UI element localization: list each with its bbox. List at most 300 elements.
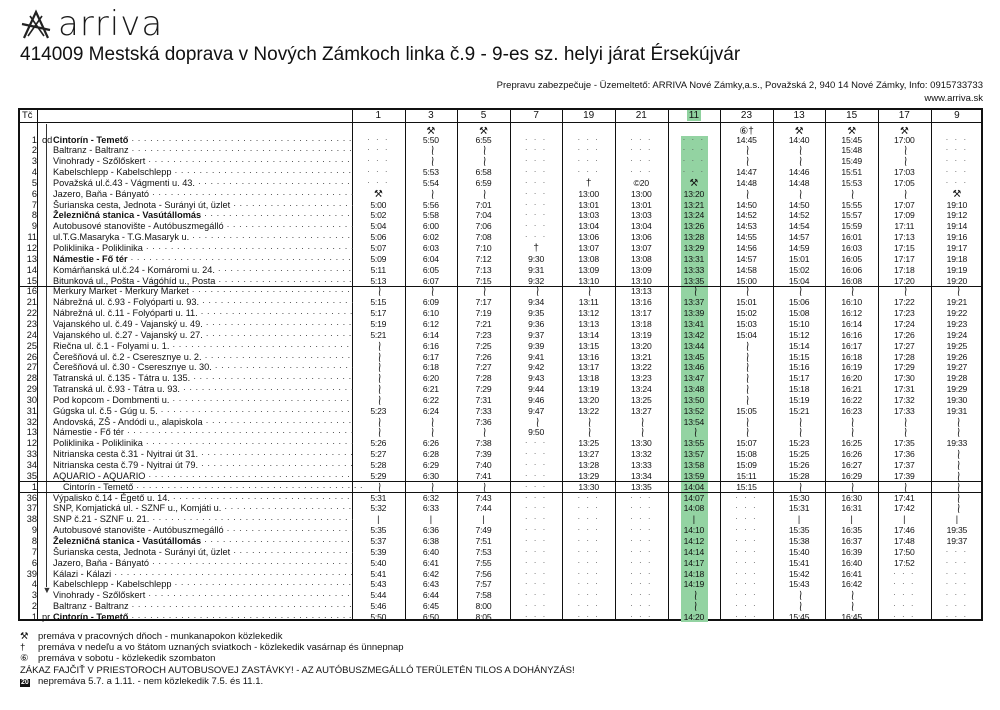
passes-without-stop-icon: ⁓ xyxy=(952,471,964,482)
not-served: · · · xyxy=(893,568,916,578)
stop-number: 38 xyxy=(26,514,37,525)
departure-time: 5:32 xyxy=(370,503,387,514)
departure-time: 13:22 xyxy=(631,362,652,373)
departure-time: 9:34 xyxy=(528,297,545,308)
departure-time: 15:15 xyxy=(788,351,810,362)
departure-time: 13:13 xyxy=(631,286,652,297)
departure-time: 15:40 xyxy=(788,546,810,557)
departure-time: 6:40 xyxy=(422,546,439,557)
not-served: · · · xyxy=(524,199,548,209)
stop-number: 12 xyxy=(26,243,37,253)
departure-time: 13:24 xyxy=(631,384,652,395)
departure-time: 13:17 xyxy=(578,362,599,373)
departure-time: 17:37 xyxy=(894,460,915,470)
direction-arrow-icon: ▼ xyxy=(42,585,52,595)
departure-time: 6:29 xyxy=(422,460,439,470)
passes-without-stop-icon: ⁓ xyxy=(899,286,911,297)
departure-time: 6:04 xyxy=(422,253,439,264)
departure-time: 13:06 xyxy=(578,232,599,243)
not-served: · · · xyxy=(577,611,600,621)
departure-time: 15:08 xyxy=(736,449,757,460)
departure-time: 13:55 xyxy=(683,438,705,449)
departure-time: 17:13 xyxy=(894,232,915,243)
passes-without-stop-icon: ⁓ xyxy=(794,286,806,297)
departure-time: 17:24 xyxy=(894,318,915,329)
stop-name: Tatranská ul. č.93 - Tátra u. 93. · · · xyxy=(53,384,353,395)
stop-number: 31 xyxy=(26,405,37,416)
departure-time: 13:09 xyxy=(631,264,652,275)
trip-number: 5 xyxy=(480,110,487,121)
stop-number: 1 xyxy=(31,481,37,492)
departure-time: 6:32 xyxy=(422,492,439,503)
departure-time: 17:30 xyxy=(894,373,915,384)
passes-without-stop-icon: ⁓ xyxy=(426,156,438,167)
departure-time: 7:17 xyxy=(475,297,492,308)
legend-item xyxy=(20,653,575,664)
departure-time: 7:58 xyxy=(475,590,492,601)
passes-without-stop-icon: ⁓ xyxy=(741,189,753,200)
stop-number: 28 xyxy=(26,373,37,384)
departure-time: 16:19 xyxy=(841,362,862,373)
departure-time: 13:33 xyxy=(683,264,705,275)
departure-time: 6:50 xyxy=(422,611,439,622)
departure-time: 17:52 xyxy=(894,557,915,568)
departure-time: 15:45 xyxy=(841,134,862,145)
departure-time: 17:09 xyxy=(894,210,915,221)
table-row xyxy=(20,395,981,406)
stop-number: 6 xyxy=(31,188,37,199)
hammer-icon: ⚒ xyxy=(20,631,29,642)
not-served: · · · xyxy=(630,601,653,611)
departure-time: 6:36 xyxy=(422,525,439,536)
table-row xyxy=(20,135,981,146)
legend-item xyxy=(20,642,575,653)
departure-time: 6:17 xyxy=(422,351,439,362)
stop-name: Kabelschlepp - Kabelschlepp · · · xyxy=(53,579,353,590)
departure-time: 15:48 xyxy=(841,145,862,156)
logo-text: arriva xyxy=(58,4,164,44)
cross-icon: † xyxy=(585,177,592,189)
departure-time: 13:03 xyxy=(578,210,599,221)
not-served: · · · xyxy=(524,188,548,198)
not-served: · · · xyxy=(524,449,548,459)
departure-time: 15:01 xyxy=(736,297,757,308)
departure-time: 6:18 xyxy=(422,362,439,373)
departure-time: 13:47 xyxy=(683,373,705,384)
stop-name: Baltranz - Baltranz · · · xyxy=(53,145,353,156)
departure-time: 17:35 xyxy=(894,438,915,449)
departure-time: 6:24 xyxy=(422,405,439,416)
departure-time: 19:18 xyxy=(946,253,968,264)
stop-number: 15 xyxy=(26,275,37,286)
departure-time: 19:10 xyxy=(946,199,968,210)
legend-text: premáva v pracovných dňoch - munkanapokon közlekedik xyxy=(38,631,283,642)
table-row xyxy=(20,493,981,504)
trip-number-header xyxy=(457,110,510,122)
not-served: · · · xyxy=(524,134,548,144)
stop-name: Andovská, ZŠ - Andódi u., alapiskola · · · xyxy=(53,417,353,428)
departure-time: 15:25 xyxy=(788,449,810,460)
stop-number: 30 xyxy=(26,394,37,405)
stop-number: 12 xyxy=(26,438,37,449)
table-row xyxy=(20,210,981,221)
departure-time: 13:28 xyxy=(683,232,705,243)
departure-time: 15:41 xyxy=(788,557,810,568)
stop-number: 3 xyxy=(31,590,37,601)
passes-without-stop-icon: ⁓ xyxy=(478,427,490,438)
stop-number: 3 xyxy=(31,156,37,167)
departure-time: 16:27 xyxy=(841,460,862,470)
not-served: · · · xyxy=(524,568,548,578)
table-row xyxy=(20,276,981,287)
note-20-icon: 20 xyxy=(21,678,29,686)
departure-time: 13:09 xyxy=(578,264,599,275)
departure-time: 5:09 xyxy=(370,253,387,264)
departure-time: 6:05 xyxy=(422,264,439,275)
trip-number-header xyxy=(720,110,773,122)
not-served: · · · xyxy=(524,210,548,220)
departure-time: 16:05 xyxy=(841,253,862,264)
departure-time: 16:31 xyxy=(841,503,862,514)
departure-time: 13:37 xyxy=(683,297,705,308)
not-served: · · · xyxy=(735,590,758,600)
departure-time: 14:57 xyxy=(736,253,757,264)
not-served: · · · xyxy=(577,503,600,513)
stop-name: Komárňanská ul.č.24 - Komáromi u. 24. · · · xyxy=(53,265,353,276)
departure-time: 5:43 xyxy=(370,579,387,590)
departure-time: 13:50 xyxy=(683,394,705,405)
departure-time: 16:20 xyxy=(841,373,862,384)
table-row xyxy=(20,330,981,341)
not-served: · · · xyxy=(630,568,653,578)
departure-time: 7:36 xyxy=(475,416,492,427)
passes-without-stop-icon: ⁓ xyxy=(426,145,438,156)
departure-time: 5:54 xyxy=(422,177,439,188)
route-bypass-line: | xyxy=(955,514,959,525)
departure-time: 15:03 xyxy=(736,318,757,329)
departure-time: 5:58 xyxy=(422,210,439,221)
trip-number: 7 xyxy=(533,110,539,121)
departure-time: 15:00 xyxy=(736,275,757,286)
departure-time: 8:05 xyxy=(475,611,492,622)
stop-number: 25 xyxy=(26,340,37,351)
departure-time: 7:29 xyxy=(475,384,492,395)
departure-time: 16:41 xyxy=(841,568,862,579)
table-row xyxy=(20,362,981,373)
stop-name: Námestie - Fő tér · · · xyxy=(53,427,353,438)
departure-time: 7:57 xyxy=(475,579,492,590)
departure-time: 16:45 xyxy=(841,611,862,622)
legend-text: nepremáva 5.7. a 1.11. - nem közlekedik 7.5. és 11.1. xyxy=(38,675,264,687)
legend-item xyxy=(20,631,575,642)
departure-time: 15:28 xyxy=(788,470,810,481)
table-row xyxy=(20,525,981,536)
departure-time: 13:46 xyxy=(683,362,705,373)
departure-time: 16:42 xyxy=(841,579,862,590)
stop-name: Autobusové stanovište - Autóbuszmegálló · · · xyxy=(53,525,353,536)
departure-time: 5:13 xyxy=(370,275,387,286)
website-link[interactable]: www.arriva.sk xyxy=(924,93,983,104)
departure-time: 17:23 xyxy=(894,308,915,319)
departure-time: 13:27 xyxy=(631,405,652,416)
departure-time: 15:05 xyxy=(736,405,757,416)
departure-time: 19:21 xyxy=(946,297,968,308)
departure-time: 13:07 xyxy=(578,243,599,253)
departure-time: 13:04 xyxy=(631,221,652,232)
stop-number: 23 xyxy=(26,318,37,329)
stop-number: 8 xyxy=(31,210,37,221)
stop-name: Nitrianska cesta č.31 - Nyitrai út 31. · · · xyxy=(53,449,353,460)
not-served: · · · xyxy=(945,167,969,177)
departure-time: 5:06 xyxy=(370,232,387,243)
not-served: · · · xyxy=(682,134,706,144)
not-served: · · · xyxy=(630,167,653,177)
stop-name: ul.T.G.Masaryka - T.G.Masaryk u. · · · xyxy=(53,232,353,243)
departure-time: 13:25 xyxy=(631,394,652,405)
departure-time: 15:43 xyxy=(788,579,810,590)
departure-time: 6:45 xyxy=(422,601,439,612)
table-row xyxy=(20,297,981,308)
passes-without-stop-icon: ⁓ xyxy=(373,373,385,384)
stop-name: Jazero, Baňa - Bányató · · · xyxy=(53,558,353,569)
stop-number-header: Tč xyxy=(22,110,33,121)
table-row xyxy=(20,254,981,265)
departure-time: 16:30 xyxy=(841,492,862,503)
departure-time: 19:12 xyxy=(946,210,968,221)
trip-number: 13 xyxy=(793,110,805,121)
departure-time: 5:44 xyxy=(370,590,387,601)
not-served: · · · xyxy=(945,145,969,155)
departure-time: 13:26 xyxy=(683,221,705,232)
passes-without-stop-icon: ⁓ xyxy=(847,482,859,493)
not-served: · · · xyxy=(367,145,390,155)
not-served: · · · xyxy=(524,221,548,231)
not-served: · · · xyxy=(524,503,548,513)
departure-time: 19:20 xyxy=(946,275,968,286)
stop-number: 9 xyxy=(31,525,37,536)
departure-time: 14:52 xyxy=(788,210,810,221)
departure-time: 13:20 xyxy=(683,188,705,199)
passes-without-stop-icon: ⁓ xyxy=(741,427,753,438)
departure-time: 13:15 xyxy=(578,340,599,351)
cross-icon: † xyxy=(533,243,539,254)
departure-time: 6:55 xyxy=(475,134,492,145)
trip-number: 19 xyxy=(583,110,595,121)
departure-time: 19:26 xyxy=(946,351,968,362)
departure-time: 7:55 xyxy=(475,557,492,568)
departure-time: 16:17 xyxy=(841,340,862,351)
not-served: · · · xyxy=(577,134,600,144)
timetable xyxy=(18,108,983,621)
departure-time: 15:51 xyxy=(841,167,862,178)
stop-number: 5 xyxy=(31,177,37,188)
not-served: · · · xyxy=(630,611,653,621)
stop-name: Tatranská ul. č.135 - Tátra u. 135. · · · xyxy=(53,373,353,384)
departure-time: 15:10 xyxy=(788,318,810,329)
table-row xyxy=(20,460,981,471)
departure-time: 14:12 xyxy=(683,535,705,546)
not-served: · · · xyxy=(735,525,758,535)
stop-name: Cintorín - Temető · · · xyxy=(53,612,353,623)
departure-time: 14:54 xyxy=(788,221,810,232)
departure-time: 14:55 xyxy=(736,232,757,243)
departure-time: 7:51 xyxy=(475,535,492,546)
departure-time: 13:20 xyxy=(631,340,652,351)
not-served: · · · xyxy=(524,470,548,480)
not-served: · · · xyxy=(630,579,653,589)
passes-without-stop-icon: ⁓ xyxy=(847,427,859,438)
stop-number: 22 xyxy=(26,308,37,319)
not-served: · · · xyxy=(893,590,916,600)
departure-time: 13:29 xyxy=(578,470,599,481)
passes-without-stop-icon: ⁓ xyxy=(952,427,964,438)
departure-time: 9:44 xyxy=(528,384,545,395)
departure-time: 14:40 xyxy=(788,134,810,145)
passes-without-stop-icon: ⁓ xyxy=(741,395,753,406)
departure-time: 15:42 xyxy=(788,568,810,579)
departure-time: 7:19 xyxy=(475,308,492,319)
stop-number: 2 xyxy=(31,145,37,156)
departure-time: 6:33 xyxy=(422,503,439,514)
stop-name: SNP, Komjatická ul. - SZNF u., Komjáti u. · · · xyxy=(53,503,353,514)
not-served: · · · xyxy=(577,145,600,155)
passes-without-stop-icon: ⁓ xyxy=(689,286,701,297)
not-served: · · · xyxy=(630,134,653,144)
departure-time: 13:23 xyxy=(631,373,652,384)
not-served: · · · xyxy=(577,167,600,177)
route-bypass-line: | xyxy=(429,514,433,525)
passes-without-stop-icon: ⁓ xyxy=(952,503,964,514)
not-served: · · · xyxy=(893,579,916,589)
saturday-icon: ⑥ xyxy=(739,125,749,137)
stop-number: 39 xyxy=(26,568,37,579)
departure-time: 13:07 xyxy=(631,243,652,253)
departure-time: 13:29 xyxy=(683,243,705,253)
departure-time: 5:04 xyxy=(370,221,387,232)
not-served: · · · xyxy=(945,601,969,611)
departure-time: 19:35 xyxy=(946,525,968,536)
stop-name: Šurianska cesta, Jednota - Surányi út, üzlet · · · xyxy=(53,547,353,558)
passes-without-stop-icon: ⁓ xyxy=(794,145,806,156)
passes-without-stop-icon: ⁓ xyxy=(794,601,806,612)
stop-number: 21 xyxy=(26,297,37,308)
saturday-icon: ⑥ xyxy=(20,653,29,665)
passes-without-stop-icon: ⁓ xyxy=(952,482,964,493)
departure-time: 13:54 xyxy=(683,416,705,427)
stop-name: Vajanského ul. č.49 - Vajanský u. 49. · · · xyxy=(53,319,353,330)
departure-time: 5:50 xyxy=(422,134,439,145)
departure-time: 16:26 xyxy=(841,449,862,460)
arriva-star-icon xyxy=(20,8,52,40)
stop-name: Baltranz - Baltranz · · · xyxy=(53,601,353,612)
not-served: · · · xyxy=(735,535,758,545)
departure-time: 13:42 xyxy=(683,329,705,340)
not-served: · · · xyxy=(630,145,653,155)
departure-time: 13:20 xyxy=(578,394,599,405)
not-served: · · · xyxy=(524,611,548,621)
departure-time: 19:29 xyxy=(946,384,968,395)
departure-time: 13:57 xyxy=(683,449,705,460)
departure-time: 16:08 xyxy=(841,275,862,286)
stop-number: 34 xyxy=(26,460,37,470)
stop-name: Bitunková ul., Pošta - Vágóhíd u., Posta · · · xyxy=(53,276,353,287)
direction-label: od xyxy=(42,134,53,145)
departure-time: 16:29 xyxy=(841,470,862,481)
departure-time: 15:11 xyxy=(736,470,757,481)
not-served: · · · xyxy=(524,601,548,611)
passes-without-stop-icon: ⁓ xyxy=(373,417,385,428)
departure-time: 14:57 xyxy=(788,232,810,243)
stop-number: 7 xyxy=(31,546,37,557)
departure-time: 13:08 xyxy=(631,253,652,264)
passes-without-stop-icon: ⁓ xyxy=(794,427,806,438)
departure-time: 13:21 xyxy=(631,351,652,362)
passes-without-stop-icon: ⁓ xyxy=(899,482,911,493)
departure-time: 13:00 xyxy=(631,188,652,199)
legend-item xyxy=(20,676,575,687)
departure-time: 5:23 xyxy=(370,405,387,416)
departure-time: 13:16 xyxy=(578,351,599,362)
not-served: · · · xyxy=(630,546,653,556)
passes-without-stop-icon: ⁓ xyxy=(478,156,490,167)
departure-time: 13:01 xyxy=(578,199,599,210)
departure-time: 14:04 xyxy=(683,481,705,492)
passes-without-stop-icon: ⁓ xyxy=(741,362,753,373)
departure-time: 13:00 xyxy=(578,188,599,199)
departure-time: 7:27 xyxy=(475,362,492,373)
passes-without-stop-icon: ⁓ xyxy=(899,417,911,428)
departure-time: 6:09 xyxy=(422,297,439,308)
departure-time: 7:13 xyxy=(475,264,492,275)
passes-without-stop-icon: ⁓ xyxy=(899,427,911,438)
departure-time: 16:35 xyxy=(841,525,862,536)
departure-time: 7:49 xyxy=(475,525,492,536)
not-served: · · · xyxy=(893,601,916,611)
legend xyxy=(20,631,575,687)
route-bypass-line: | xyxy=(903,514,906,525)
passes-without-stop-icon: ⁓ xyxy=(478,189,490,200)
departure-time: 14:45 xyxy=(736,134,757,145)
trip-number-header xyxy=(825,110,878,122)
departure-time: 14:58 xyxy=(736,264,757,275)
not-served: · · · xyxy=(577,590,600,600)
departure-time: 6:44 xyxy=(422,590,439,601)
departure-time: 19:24 xyxy=(946,329,968,340)
not-served: · · · xyxy=(524,177,548,187)
not-served: · · · xyxy=(524,546,548,556)
table-row xyxy=(20,558,981,569)
trip-number-header xyxy=(615,110,668,122)
departure-time: 19:25 xyxy=(946,340,968,351)
route-bypass-line: | xyxy=(377,514,380,525)
departure-time: 15:26 xyxy=(788,460,810,470)
table-row xyxy=(20,503,981,514)
not-served: · · · xyxy=(367,177,390,187)
stop-number: 1 xyxy=(31,611,37,622)
not-served: · · · xyxy=(945,546,969,556)
stop-number: 6 xyxy=(31,557,37,568)
stop-name: Merkury Market - Merkury Market · · · xyxy=(53,286,353,297)
passes-without-stop-icon: ⁓ xyxy=(426,189,438,200)
hammer-icon: ⚒ xyxy=(794,125,804,137)
passes-without-stop-icon: ⁓ xyxy=(373,384,385,395)
departure-time: 15:02 xyxy=(788,264,810,275)
stop-number: 9 xyxy=(31,221,37,232)
departure-time: 17:33 xyxy=(894,405,915,416)
departure-time: 9:32 xyxy=(528,275,545,286)
stop-number: 37 xyxy=(26,503,37,514)
departure-time: 16:21 xyxy=(841,384,862,395)
